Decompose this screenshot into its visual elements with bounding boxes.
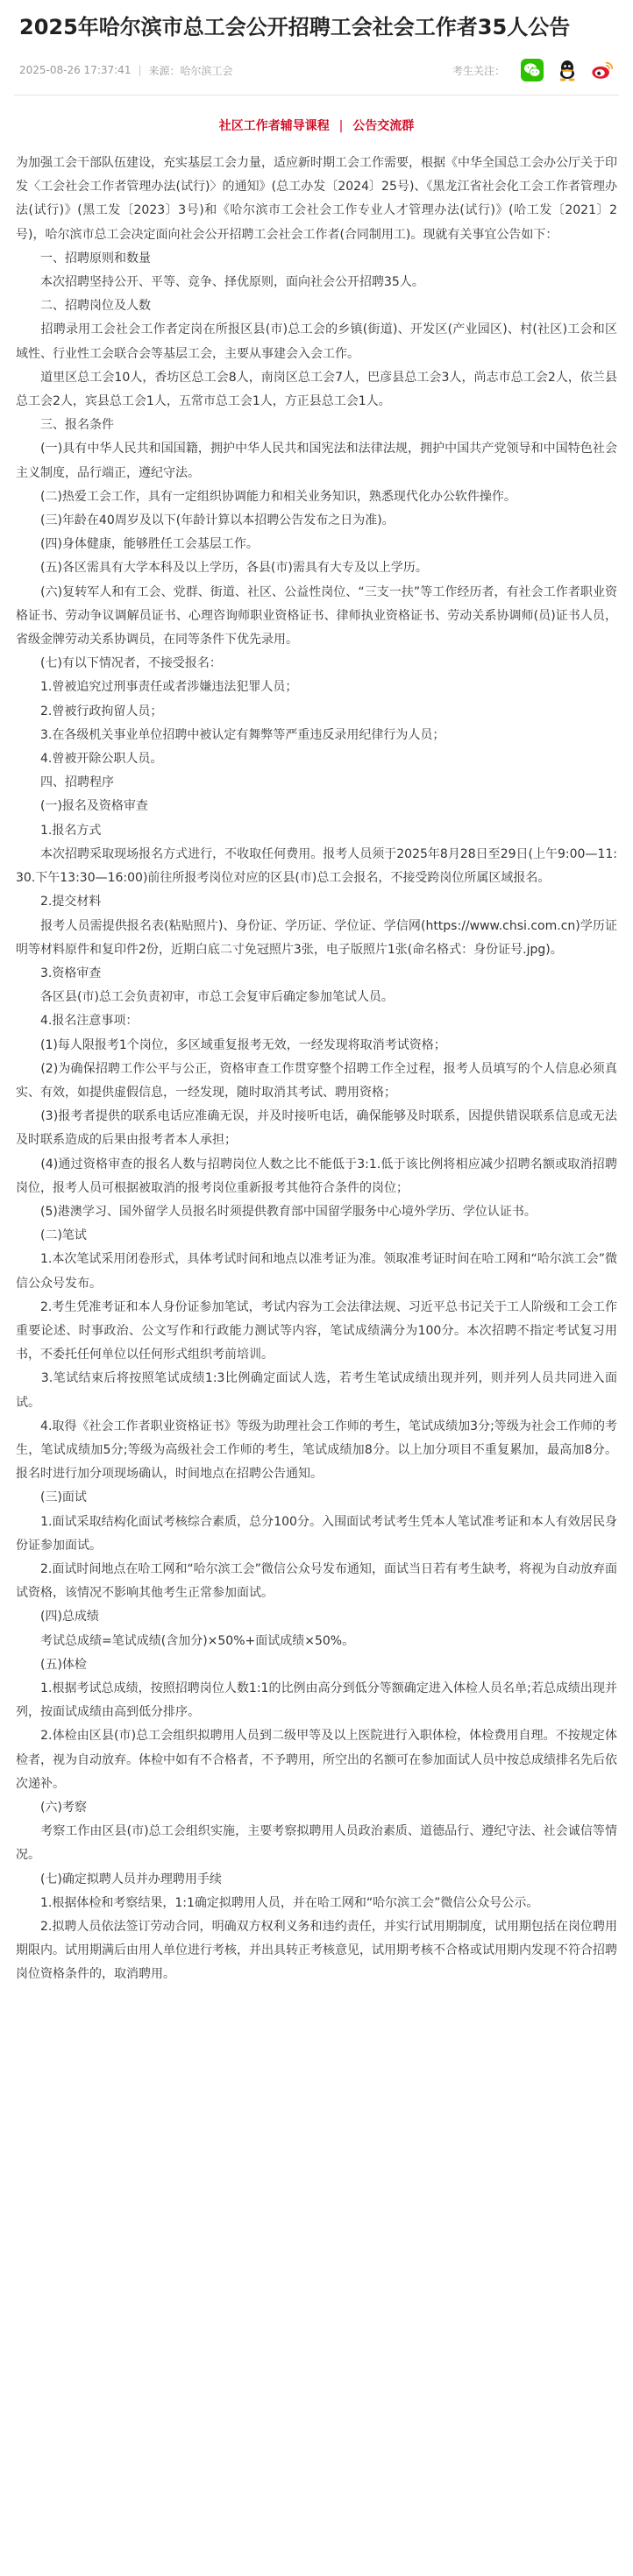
body-paragraph: 考试总成绩=笔试成绩(含加分)×50%+面试成绩×50%。 — [16, 1633, 355, 1648]
body-paragraph: 1.面试采取结构化面试考核综合素质，总分100分。入围面试考试考生凭本人笔试准考证和本人有效居民身份证参加面试。 — [16, 1514, 617, 1553]
article-page — [0, 12, 633, 1987]
body-paragraph: (三)面试 — [16, 1490, 87, 1505]
body-paragraph: (3)报考者提供的联系电话应准确无误，并及时接听电话，确保能够及时联系，因提供错误联系信息或无法及时联系造成的后果由报考者本人承担； — [16, 1109, 617, 1148]
group-link[interactable]: 公告交流群 — [352, 119, 415, 133]
share-bar — [452, 59, 614, 81]
body-paragraph: 为加强工会干部队伍建设，充实基层工会力量，适应新时期工会工作需要，根据《中华全国总工会办公厅关于印发〈工会社会工作者管理办法(试行)〉的通知》(总工办发〔2024〕25号)、《黑龙江省社会化工会工作者管理办法(试行)》(黑工发〔2023〕3号)和《哈尔滨市工会社会工作专业人才管理办法(试行)》(哈工发〔2021〕2号)，哈尔滨市总工会决定面向社会公开招聘工会社会工作者(合同制用工)。现就有关事宜公告如下： — [16, 156, 617, 242]
article-meta — [19, 63, 233, 78]
body-paragraph: 二、招聘岗位及人数 — [16, 299, 151, 314]
body-paragraph: 2.提交材料 — [16, 895, 102, 909]
promo-links — [14, 117, 619, 134]
weibo-icon[interactable] — [591, 59, 614, 81]
body-paragraph: 考察工作由区县(市)总工会组织实施，主要考察拟聘用人员政治素质、道德品行、遵纪守法、社会诚信等情况。 — [16, 1824, 617, 1863]
body-paragraph: 2.曾被行政拘留人员； — [16, 704, 163, 718]
body-paragraph: 1.根据体检和考察结果，1:1确定拟聘用人员，并在哈工网和“哈尔滨工会”微信公众号公示。 — [16, 1895, 539, 1910]
body-paragraph: 2.面试时间地点在哈工网和“哈尔滨工会”微信公众号发布通知，面试当日若有考生缺考，将视为自动放弃面试资格，该情况不影响其他考生正常参加面试。 — [16, 1561, 617, 1601]
body-paragraph: (七)有以下情况者，不接受报名： — [16, 656, 222, 671]
body-paragraph: (四)总成绩 — [16, 1610, 99, 1624]
body-paragraph: 3.笔试结束后将按照笔试成绩1:3比例确定面试人选，若考生笔试成绩出现并列，则并列人员共同进入面试。 — [16, 1371, 617, 1410]
body-paragraph: (四)身体健康，能够胜任工会基层工作。 — [16, 537, 259, 552]
body-paragraph: (5)港澳学习、国外留学人员报名时须提供教育部中国留学服务中心境外学历、学位认证书。 — [16, 1204, 537, 1219]
share-label: 考生关注： — [452, 64, 505, 77]
body-paragraph: 本次招聘坚持公开、平等、竞争、择优原则，面向社会公开招聘35人。 — [16, 275, 424, 290]
wechat-icon[interactable] — [521, 59, 544, 81]
body-paragraph: (七)确定拟聘人员并办理聘用手续 — [16, 1872, 222, 1886]
body-paragraph: (五)各区需具有大学本科及以上学历，各县(市)需具有大专及以上学历。 — [16, 561, 428, 576]
page-title: 2025年哈尔滨市总工会公开招聘工会社会工作者35人公告 — [19, 15, 571, 39]
body-paragraph: 招聘录用工会社会工作者定岗在所报区县(市)总工会的乡镇(街道)、开发区(产业园区)、村(社区)工会和区域性、行业性工会联合会等基层工会，主要从事建会入会工作。 — [16, 322, 617, 361]
body-paragraph: 2.考生凭准考证和本人身份证参加笔试，考试内容为工会法律法规、习近平总书记关于工人阶级和工会工作重要论述、时事政治、公文写作和行政能力测试等内容，笔试成绩满分为100分。本次招聘不指定考试复习用书，不委托任何单位以任何形式组织考前培训。 — [16, 1299, 617, 1362]
publish-date: 2025-08-26 17:37:41 — [19, 64, 132, 76]
body-paragraph: 1.报名方式 — [16, 823, 102, 838]
body-paragraph: (五)体检 — [16, 1657, 87, 1672]
qq-icon[interactable] — [556, 59, 579, 81]
body-paragraph: 本次招聘采取现场报名方式进行，不收取任何费用。报考人员须于2025年8月28日至29日(上午9:00—11:30.下午13:30—16:00)前往所报考岗位对应的区县(市)总工会报名，不接受跨岗位所属区域报名。 — [16, 846, 617, 886]
body-paragraph: 2.体检由区县(市)总工会组织拟聘用人员到二级甲等及以上医院进行入职体检，体检费用自理。不按规定体检者，视为自动放弃。体检中如有不合格者，不予聘用，所空出的名额可在参加面试人员中按总成绩排名先后依次递补。 — [16, 1729, 617, 1791]
body-paragraph: 4.报名注意事项： — [16, 1014, 139, 1029]
body-paragraph: 四、招聘程序 — [16, 775, 114, 790]
body-paragraph: (一)报名及资格审查 — [16, 799, 148, 814]
body-paragraph: 1.根据考试总成绩，按照招聘岗位人数1:1的比例由高分到低分等额确定进入体检人员名单;若总成绩出现并列，按面试成绩由高到低分排序。 — [16, 1681, 617, 1720]
body-paragraph: (4)通过资格审查的报名人数与招聘岗位人数之比不能低于3:1.低于该比例将相应减少招聘名额或取消招聘岗位，报考人员可根据被取消的报考岗位重新报考其他符合条件的岗位； — [16, 1157, 617, 1195]
meta-row — [19, 56, 614, 84]
body-paragraph: 1.曾被追究过刑事责任或者涉嫌违法犯罪人员； — [16, 680, 298, 695]
body-paragraph: 3.资格审查 — [16, 966, 102, 980]
body-paragraph: (1)每人限报考1个岗位，多区域重复报考无效，一经发现将取消考试资格； — [16, 1037, 446, 1052]
body-paragraph: 4.取得《社会工作者职业资格证书》等级为助理社会工作师的考生，笔试成绩加3分;等级为社会工作师的考生，笔试成绩加5分;等级为高级社会工作师的考生，笔试成绩加8分。以上加分项目不重复累加，最高加8分。报名时进行加分项现场确认，时间地点在招聘公告通知。 — [16, 1419, 617, 1482]
header-divider — [14, 95, 619, 96]
body-paragraph: (一)具有中华人民共和国国籍，拥护中华人民共和国宪法和法律法规，拥护中国共产党领导和中国特色社会主义制度，品行端正，遵纪守法。 — [16, 442, 617, 480]
body-paragraph: (六)复转军人和有工会、党群、街道、社区、公益性岗位、“三支一扶”等工作经历者，有社会工作者职业资格证书、劳动争议调解员证书、心理咨询师职业资格证书、律师执业资格证书、劳动关系协调师(员)证书人员，省级金牌劳动关系协调员，在同等条件下优先录用。 — [16, 584, 617, 648]
body-paragraph: 1.本次笔试采用闭卷形式，具体考试时间和地点以准考证为准。领取准考证时间在哈工网和“哈尔滨工会”微信公众号发布。 — [16, 1252, 617, 1291]
body-paragraph: 各区县(市)总工会负责初审，市总工会复审后确定参加笔试人员。 — [16, 990, 394, 1005]
course-link[interactable]: 社区工作者辅导课程 — [218, 119, 330, 133]
body-paragraph: 3.在各级机关事业单位招聘中被认定有舞弊等严重违反录用纪律行为人员； — [16, 727, 445, 742]
article-source: 来源：哈尔滨工会 — [148, 64, 233, 77]
body-paragraph: 一、招聘原则和数量 — [16, 251, 151, 265]
body-paragraph: 三、报名条件 — [16, 418, 114, 433]
body-paragraph: (二)热爱工会工作，具有一定组织协调能力和相关业务知识，熟悉现代化办公软件操作。 — [16, 489, 516, 504]
body-paragraph: 4.曾被开除公职人员。 — [16, 752, 163, 767]
link-separator: | — [338, 119, 344, 133]
body-paragraph: (三)年龄在40周岁及以下(年龄计算以本招聘公告发布之日为准)。 — [16, 513, 395, 528]
body-paragraph: (2)为确保招聘工作公平与公正，资格审查工作贯穿整个招聘工作全过程，报考人员填写的个人信息必须真实、有效，如提供虚假信息，一经发现，随时取消其考试、聘用资格； — [16, 1061, 617, 1100]
body-paragraph: (六)考察 — [16, 1801, 87, 1815]
body-paragraph: 道里区总工会10人，香坊区总工会8人，南岗区总工会7人，巴彦县总工会3人，尚志市总工会2人，依兰县总工会2人，宾县总工会1人，五常市总工会1人，方正县总工会1人。 — [16, 370, 617, 409]
meta-separator: | — [138, 64, 142, 76]
body-paragraph: (二)笔试 — [16, 1228, 87, 1243]
body-paragraph: 报考人员需提供报名表(粘贴照片)、身份证、学历证、学位证、学信网(https://www.chsi.com.cn)学历证明等材料原件和复印件2份，近期白底二寸免冠照片3张，电子版照片1张(命名格式：身份证号.jpg)。 — [16, 918, 617, 957]
article-body — [14, 152, 619, 1987]
body-paragraph: 2.拟聘人员依法签订劳动合同，明确双方权利义务和违约责任，并实行试用期制度，试用期包括在岗位聘用期限内。试用期满后由用人单位进行考核，并出具转正考核意见，试用期考核不合格或试用期内发现不符合招聘岗位资格条件的，取消聘用。 — [16, 1920, 617, 1982]
